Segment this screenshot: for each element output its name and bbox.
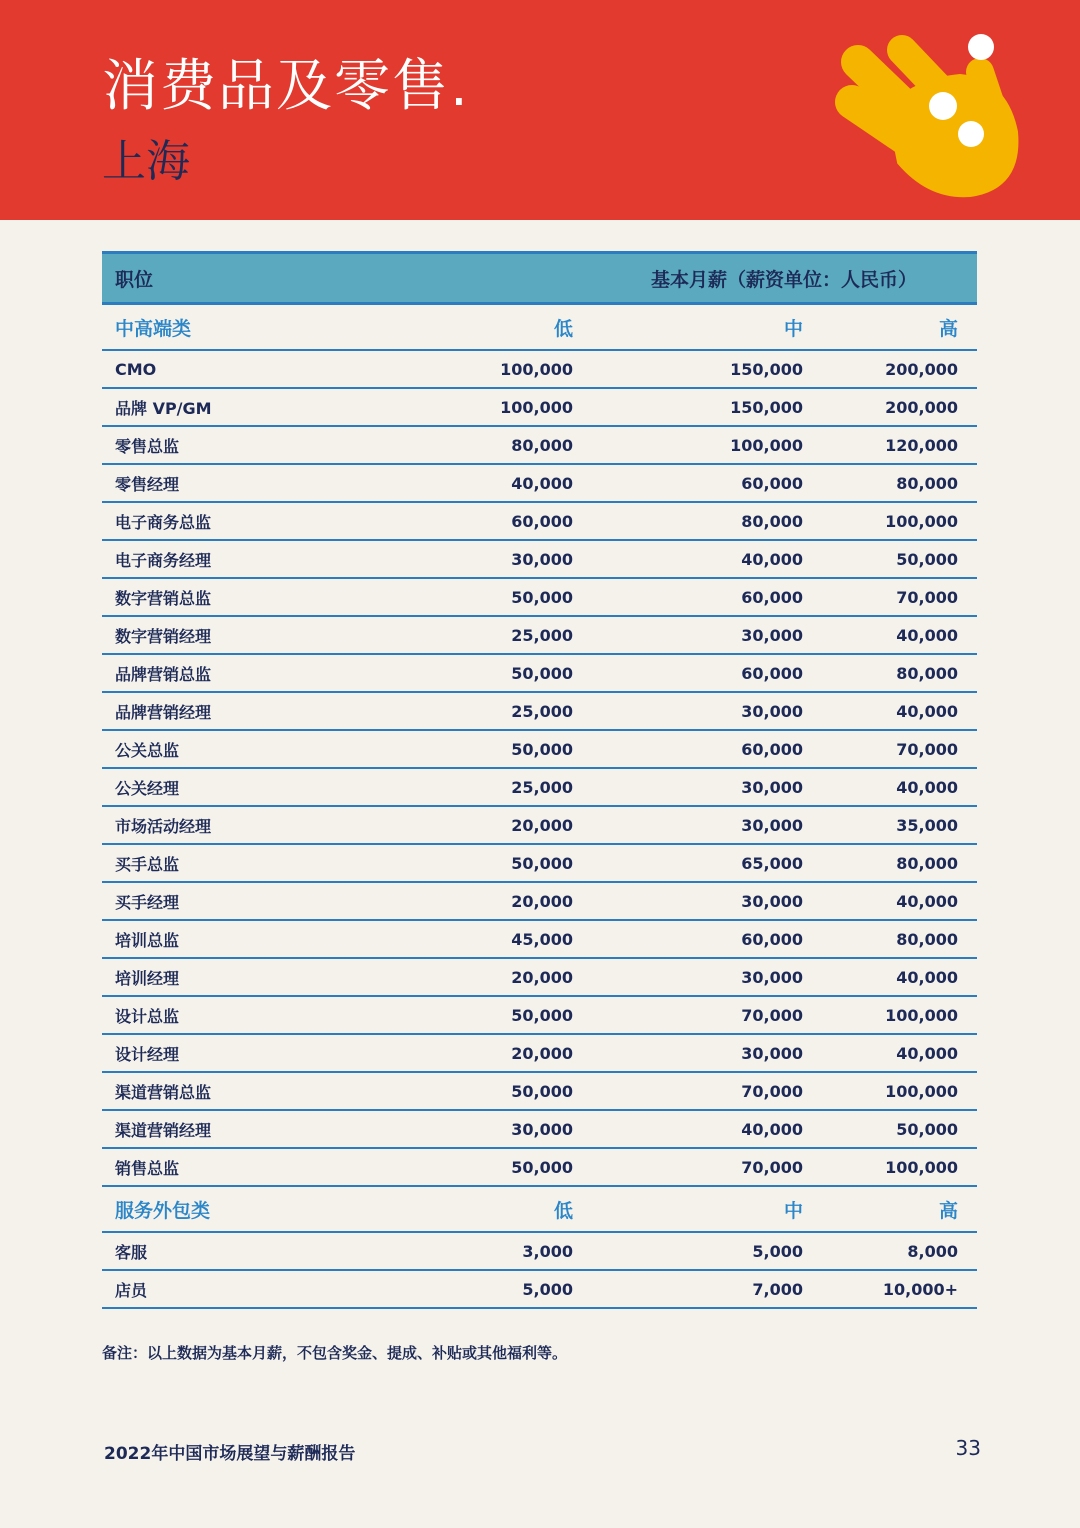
salary-low: 50,000 [511, 663, 573, 683]
page-subtitle: 上海 [102, 136, 190, 187]
table-row [102, 389, 977, 427]
salary-high: 100,000 [885, 1005, 958, 1025]
footer-report-title: 2022年中国市场展望与薪酬报告 [104, 1444, 356, 1464]
salary-high: 40,000 [896, 967, 958, 987]
salary-low: 100,000 [500, 359, 573, 379]
section-title: 中高端类 [115, 317, 192, 340]
salary-mid: 40,000 [741, 1119, 803, 1139]
table-row [102, 731, 977, 769]
column-label-low: 低 [553, 317, 573, 340]
position-name: 买手总监 [115, 854, 180, 874]
hand-icon [830, 22, 1030, 212]
position-name: 培训经理 [115, 968, 180, 988]
position-name: 设计经理 [115, 1044, 180, 1064]
salary-high: 40,000 [896, 891, 958, 911]
table-row [102, 997, 977, 1035]
salary-table [102, 251, 977, 1309]
page-number: 33 [955, 1436, 981, 1460]
table-row [102, 541, 977, 579]
salary-high: 40,000 [896, 701, 958, 721]
salary-high: 200,000 [885, 359, 958, 379]
salary-mid: 60,000 [741, 929, 803, 949]
position-name: 客服 [115, 1242, 148, 1262]
position-name: 电子商务经理 [115, 550, 212, 570]
salary-mid: 150,000 [730, 397, 803, 417]
salary-high: 35,000 [896, 815, 958, 835]
column-label-mid: 中 [783, 317, 803, 340]
page-title: 消费品及零售. [102, 54, 470, 119]
salary-high: 70,000 [896, 739, 958, 759]
salary-high: 100,000 [885, 511, 958, 531]
salary-low: 25,000 [511, 701, 573, 721]
salary-mid: 5,000 [752, 1241, 803, 1261]
salary-low: 50,000 [511, 1005, 573, 1025]
table-row [102, 1035, 977, 1073]
salary-low: 20,000 [511, 815, 573, 835]
header-band [0, 0, 1080, 220]
position-name: 买手经理 [115, 892, 180, 912]
salary-mid: 60,000 [741, 739, 803, 759]
position-name: 数字营销经理 [115, 626, 212, 646]
salary-low: 50,000 [511, 1081, 573, 1101]
position-name: 数字营销总监 [115, 588, 212, 608]
position-name: 电子商务总监 [115, 512, 212, 532]
salary-mid: 60,000 [741, 587, 803, 607]
column-header-position: 职位 [115, 268, 154, 291]
section-title: 服务外包类 [115, 1199, 211, 1222]
salary-low: 3,000 [522, 1241, 573, 1261]
position-name: 公关总监 [115, 740, 180, 760]
salary-mid: 60,000 [741, 473, 803, 493]
table-row [102, 769, 977, 807]
salary-mid: 70,000 [741, 1157, 803, 1177]
salary-mid: 7,000 [752, 1279, 803, 1299]
salary-low: 25,000 [511, 777, 573, 797]
salary-mid: 30,000 [741, 815, 803, 835]
position-name: 设计总监 [115, 1006, 180, 1026]
position-name: 店员 [115, 1280, 148, 1300]
salary-mid: 150,000 [730, 359, 803, 379]
salary-mid: 30,000 [741, 625, 803, 645]
salary-mid: 30,000 [741, 1043, 803, 1063]
salary-low: 100,000 [500, 397, 573, 417]
section-header [102, 1187, 977, 1233]
table-row [102, 883, 977, 921]
salary-high: 8,000 [907, 1241, 958, 1261]
table-row [102, 693, 977, 731]
salary-mid: 60,000 [741, 663, 803, 683]
salary-high: 100,000 [885, 1157, 958, 1177]
position-name: CMO [115, 359, 157, 379]
table-row [102, 351, 977, 389]
position-name: 销售总监 [115, 1158, 180, 1178]
salary-high: 10,000+ [882, 1279, 958, 1299]
position-name: 零售总监 [115, 436, 180, 456]
table-row [102, 807, 977, 845]
salary-low: 45,000 [511, 929, 573, 949]
salary-low: 20,000 [511, 1043, 573, 1063]
salary-mid: 70,000 [741, 1005, 803, 1025]
table-row [102, 1073, 977, 1111]
salary-low: 20,000 [511, 891, 573, 911]
table-body [102, 305, 977, 1309]
salary-mid: 30,000 [741, 777, 803, 797]
salary-high: 40,000 [896, 777, 958, 797]
salary-low: 60,000 [511, 511, 573, 531]
section-header [102, 305, 977, 351]
table-row [102, 959, 977, 997]
position-name: 零售经理 [115, 474, 180, 494]
salary-low: 5,000 [522, 1279, 573, 1299]
position-name: 品牌营销总监 [115, 664, 212, 684]
column-header-salary: 基本月薪（薪资单位：人民币） [650, 268, 917, 291]
salary-high: 50,000 [896, 549, 958, 569]
salary-low: 30,000 [511, 549, 573, 569]
column-label-low: 低 [553, 1199, 573, 1222]
salary-low: 80,000 [511, 435, 573, 455]
salary-high: 100,000 [885, 1081, 958, 1101]
footnote: 备注：以上数据为基本月薪，不包含奖金、提成、补贴或其他福利等。 [102, 1344, 568, 1362]
salary-mid: 30,000 [741, 891, 803, 911]
column-label-mid: 中 [783, 1199, 803, 1222]
salary-mid: 80,000 [741, 511, 803, 531]
salary-high: 50,000 [896, 1119, 958, 1139]
table-row [102, 1111, 977, 1149]
salary-low: 40,000 [511, 473, 573, 493]
salary-high: 70,000 [896, 587, 958, 607]
table-row [102, 1149, 977, 1187]
position-name: 品牌营销经理 [115, 702, 212, 722]
salary-mid: 70,000 [741, 1081, 803, 1101]
table-row [102, 427, 977, 465]
salary-low: 50,000 [511, 587, 573, 607]
table-row [102, 1233, 977, 1271]
table-row [102, 655, 977, 693]
position-name: 渠道营销经理 [115, 1120, 212, 1140]
salary-low: 50,000 [511, 739, 573, 759]
salary-low: 50,000 [511, 853, 573, 873]
table-row [102, 1271, 977, 1309]
column-label-high: 高 [938, 317, 958, 340]
salary-low: 50,000 [511, 1157, 573, 1177]
position-name: 公关经理 [115, 778, 180, 798]
position-name: 市场活动经理 [115, 816, 212, 836]
position-name: 培训总监 [115, 930, 180, 950]
table-header [102, 251, 977, 305]
salary-mid: 100,000 [730, 435, 803, 455]
salary-high: 80,000 [896, 929, 958, 949]
salary-high: 80,000 [896, 853, 958, 873]
table-row [102, 503, 977, 541]
salary-low: 25,000 [511, 625, 573, 645]
salary-low: 30,000 [511, 1119, 573, 1139]
table-row [102, 845, 977, 883]
table-row [102, 579, 977, 617]
table-row [102, 465, 977, 503]
position-name: 品牌 VP/GM [115, 398, 212, 418]
salary-high: 120,000 [885, 435, 958, 455]
table-row [102, 617, 977, 655]
position-name: 渠道营销总监 [115, 1082, 212, 1102]
salary-mid: 65,000 [741, 853, 803, 873]
table-row [102, 921, 977, 959]
salary-high: 80,000 [896, 473, 958, 493]
column-label-high: 高 [938, 1199, 958, 1222]
salary-low: 20,000 [511, 967, 573, 987]
salary-high: 200,000 [885, 397, 958, 417]
salary-high: 40,000 [896, 1043, 958, 1063]
salary-high: 40,000 [896, 625, 958, 645]
salary-mid: 40,000 [741, 549, 803, 569]
salary-mid: 30,000 [741, 701, 803, 721]
salary-mid: 30,000 [741, 967, 803, 987]
salary-high: 80,000 [896, 663, 958, 683]
